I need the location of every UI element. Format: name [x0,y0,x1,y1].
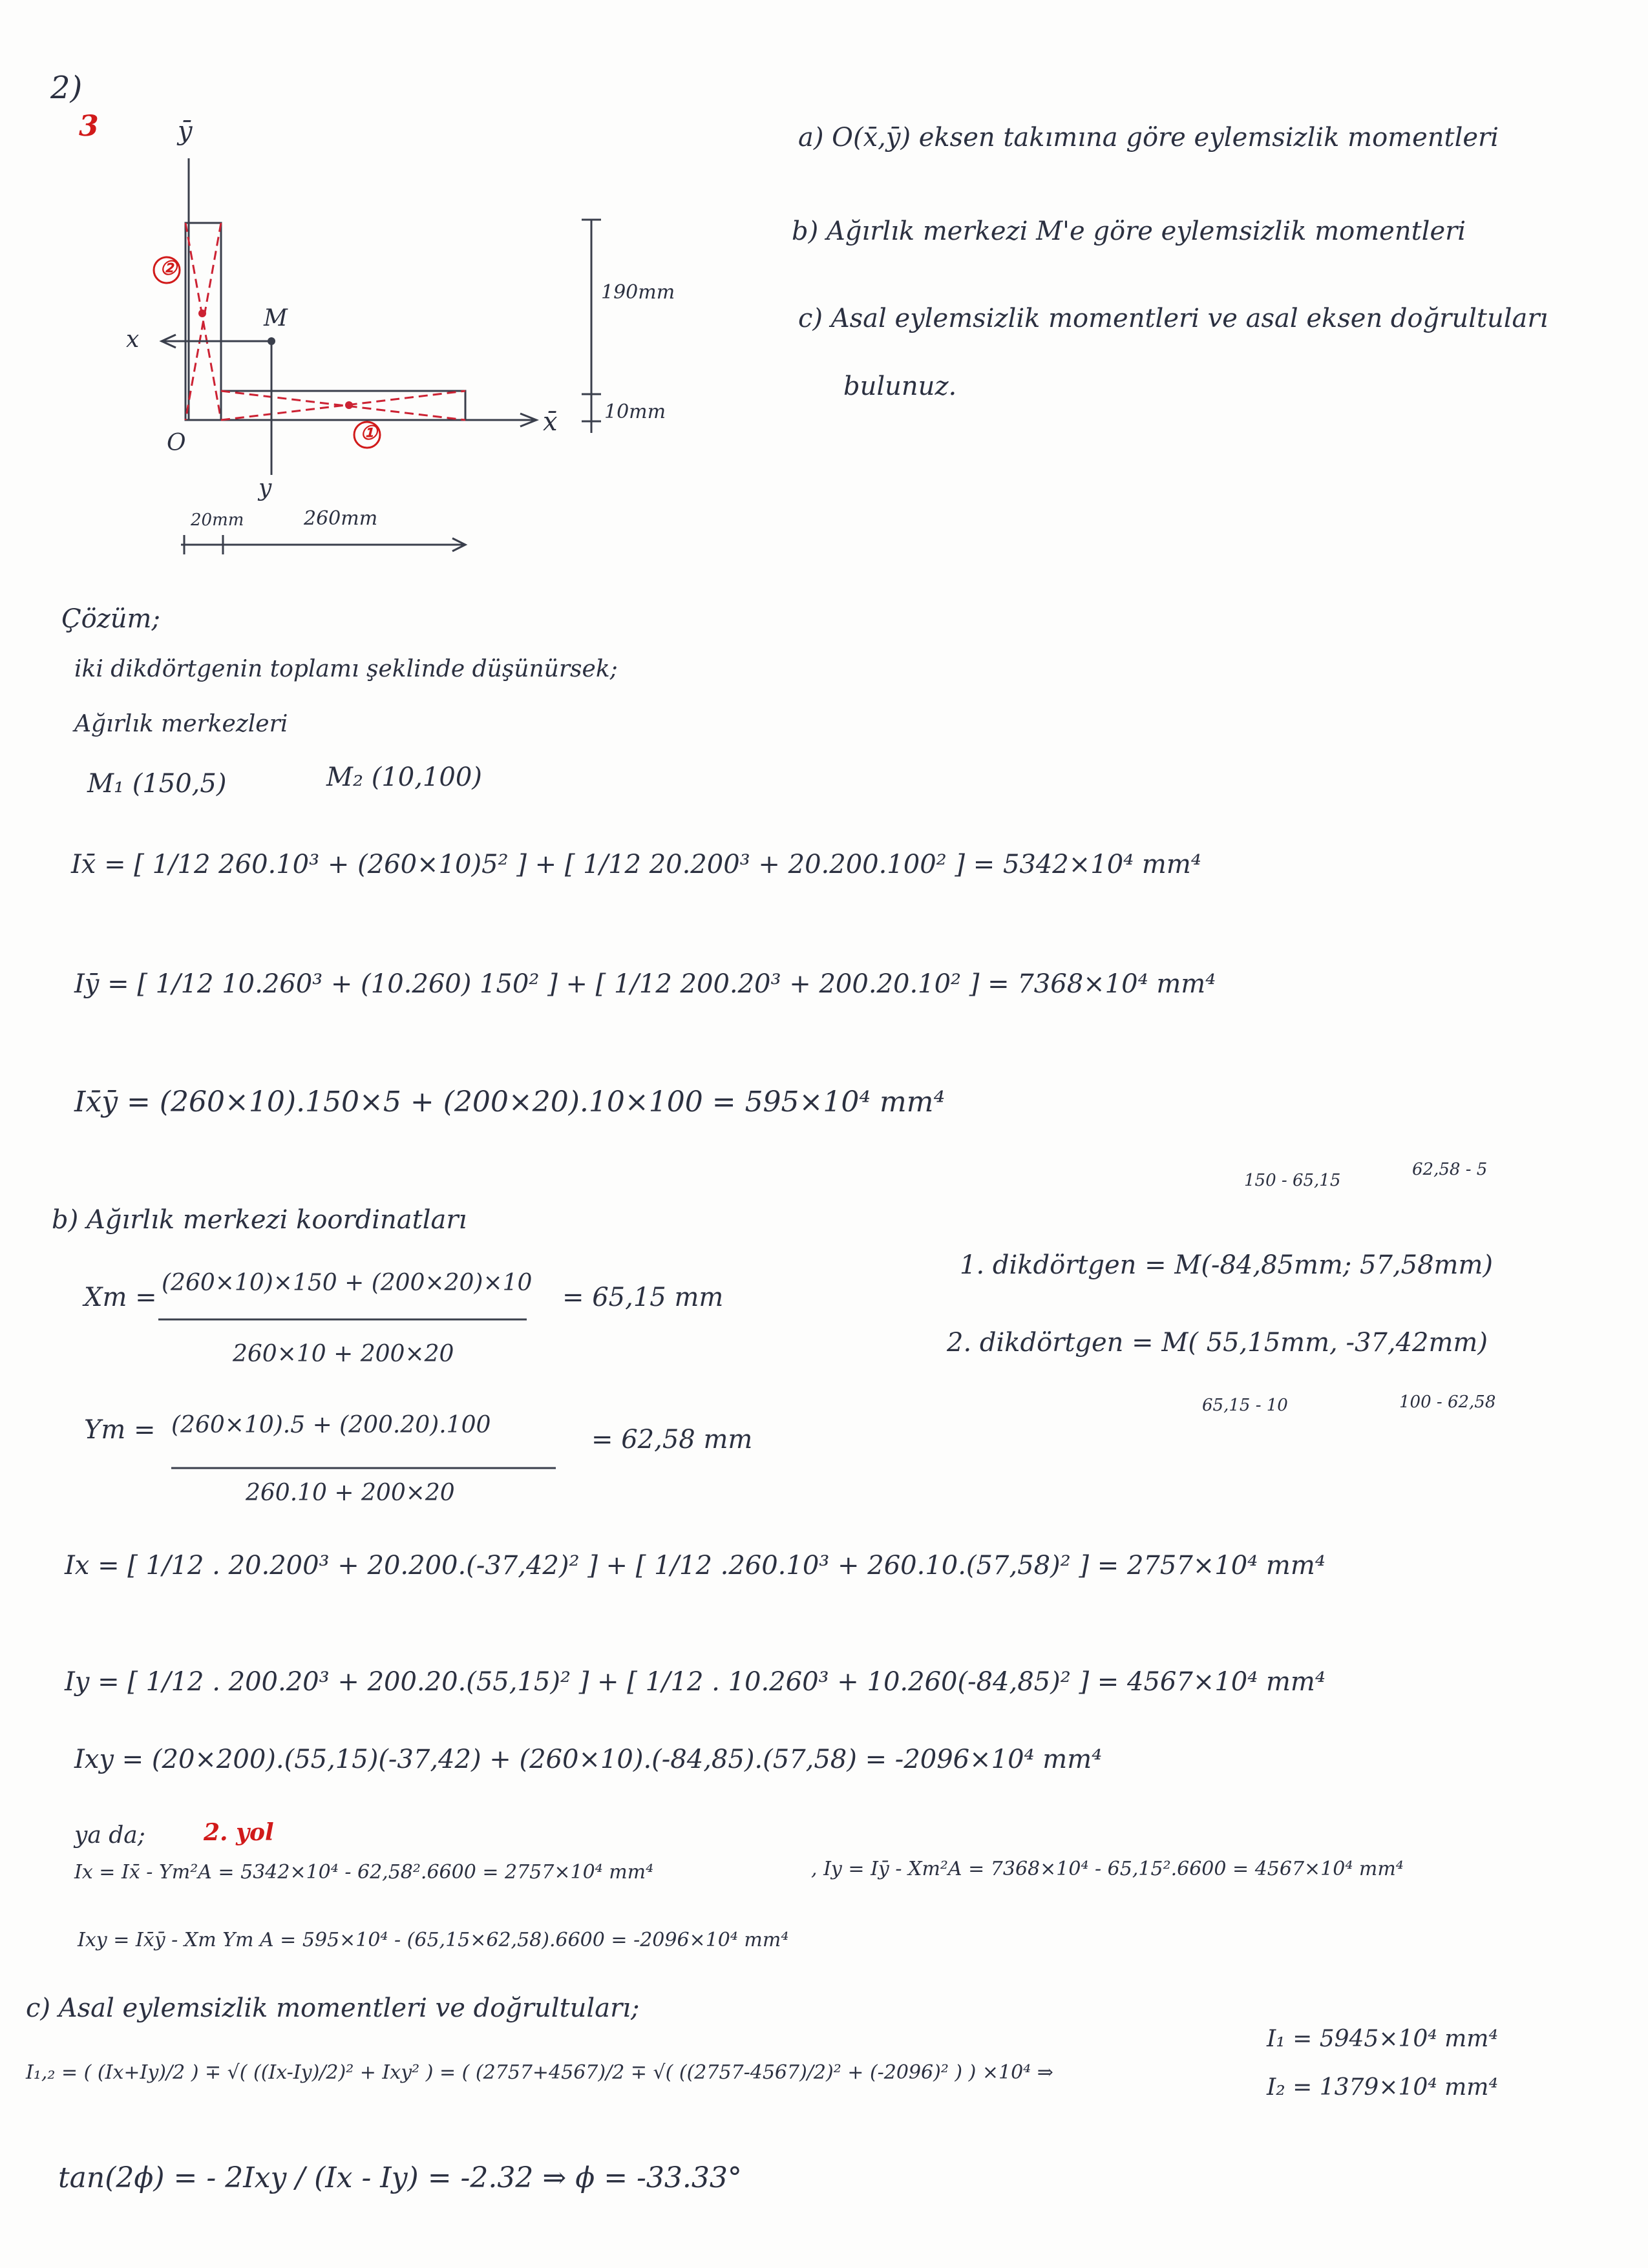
note-bottom-2: 100 - 62,58 [1399,1392,1496,1412]
ym-denominator: 260.10 + 200×20 [246,1480,455,1506]
part-2-label: ② [160,257,177,280]
eq-ixybar: Ix̄ȳ = (260×10).150×5 + (200×20).10×100 = 595×10⁴ mm⁴ [74,1086,945,1118]
eq-iy: Iy = [ 1/12 . 200.20³ + 200.20.(55,15)² ] + [ 1/12 . 10.260³ + 10.260(-84,85)² ] = 4567×10⁴ mm⁴ [65,1667,1326,1697]
part-1-label: ① [360,422,377,445]
dim-260: 260mm [304,507,378,530]
alt-eq-ix: Ix = Ix̄ - Ym²A = 5342×10⁴ - 62,58².6600 = 2757×10⁴ mm⁴ [74,1861,654,1884]
note-top-1: 150 - 65,15 [1244,1171,1341,1190]
eq-tan2phi: tan(2ϕ) = - 2Ixy / (Ix - Iy) = -2.32 ⇒ ϕ = -33.33° [58,2161,742,2194]
origin-label: O [167,430,186,456]
ym-numerator: (260×10).5 + (200.20).100 [171,1412,491,1438]
centroid-m1: M₁ (150,5) [87,769,227,799]
xbar-axis-label: x̄ [543,407,558,437]
eq-ixbar: Ix̄ = [ 1/12 260.10³ + (260×10)5² ] + [ 1/12 20.200³ + 20.200.100² ] = 5342×10⁴ mm⁴ [71,850,1201,879]
eq-iybar: Iȳ = [ 1/12 10.260³ + (10.260) 150² ] + [ 1/12 200.20³ + 200.20.10² ] = 7368×10⁴ mm⁴ [74,969,1216,999]
question-c-cont: bulunuz. [843,372,957,401]
b-heading: b) Ağırlık merkezi koordinatları [52,1205,467,1235]
dim-20: 20mm [191,510,244,530]
solution-intro: iki dikdörtgenin toplamı şeklinde düşünürsek; [74,656,618,682]
xm-result: = 65,15 mm [562,1283,724,1312]
grade-mark: 3 [79,110,99,143]
c-heading: c) Asal eylemsizlik momentleri ve doğrultuları; [26,1993,640,2023]
result-i1: I₁ = 5945×10⁴ mm⁴ [1267,2026,1498,2052]
alternative-mark: 2. yol [204,1819,274,1846]
xm-numerator: (260×10)×150 + (200×20)×10 [162,1270,533,1296]
dim-10: 10mm [604,401,666,423]
alt-eq-iy: , Iy = Iȳ - Xm²A = 7368×10⁴ - 65,15².6600 = 4567×10⁴ mm⁴ [811,1858,1404,1880]
solution-heading: Çözüm; [61,604,160,634]
rect2-centroid: 2. dikdörtgen = M( 55,15mm, -37,42mm) [947,1328,1488,1358]
note-top-2: 62,58 - 5 [1412,1160,1488,1179]
centroid-dot [268,337,275,345]
question-b: b) Ağırlık merkezi M'e göre eylemsizlik momentleri [792,216,1466,246]
ybar-axis-label: ȳ [178,116,193,146]
ym-result: = 62,58 mm [591,1425,753,1454]
eq-ixy: Ixy = (20×200).(55,15)(-37,42) + (260×10).(-84,85).(57,58) = -2096×10⁴ mm⁴ [74,1745,1103,1774]
alternative-label: ya da; [74,1822,145,1849]
xm-lhs: Xm = [84,1283,157,1312]
question-c: c) Asal eylemsizlik momentleri ve asal eksen doğrultuları [798,304,1548,333]
x-axis-label: x [126,326,140,353]
ym-lhs: Ym = [84,1415,156,1445]
alt-eq-ixy: Ixy = Ix̄ȳ - Xm Ym A = 595×10⁴ - (65,15×62,58).6600 = -2096×10⁴ mm⁴ [78,1929,789,1951]
centroid-m2: M₂ (10,100) [326,762,482,792]
dim-190: 190mm [601,281,675,304]
note-bottom-1: 65,15 - 10 [1202,1396,1288,1415]
eq-i12: I₁,₂ = ( (Ix+Iy)/2 ) ∓ √( ((Ix-Iy)/2)² + Ixy² ) = ( (2757+4567)/2 ∓ √( ((2757-4567)/2)² + (-2096)² ) ) ×10⁴ ⇒ [26,2061,1053,2084]
eq-ix: Ix = [ 1/12 . 20.200³ + 20.200.(-37,42)² ] + [ 1/12 .260.10³ + 260.10.(57,58)² ] = 2757×10⁴ mm⁴ [65,1551,1326,1580]
centroids-label: Ağırlık merkezleri [74,711,288,737]
y-axis-label: y [259,475,272,501]
xm-denominator: 260×10 + 200×20 [233,1341,454,1367]
rect1-centroid: 1. dikdörtgen = M(-84,85mm; 57,58mm) [960,1250,1493,1280]
result-i2: I₂ = 1379×10⁴ mm⁴ [1267,2074,1498,2101]
problem-number: 2) [50,70,83,106]
question-a: a) O(x̄,ȳ) eksen takımına göre eylemsizlik momentleri [798,123,1499,152]
centroid-label: M [264,305,288,331]
